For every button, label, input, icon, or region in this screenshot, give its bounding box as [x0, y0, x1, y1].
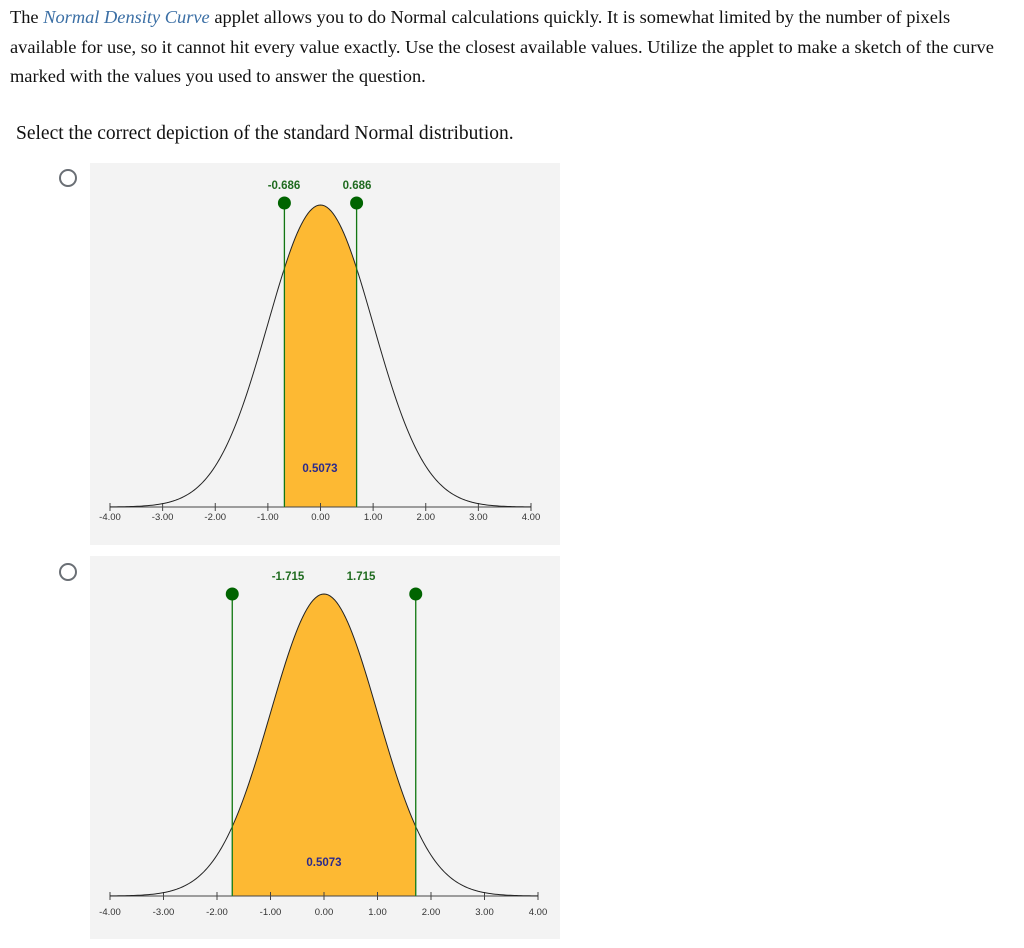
x-tick-label: -4.00: [99, 907, 121, 918]
question-text: Select the correct depiction of the standard Normal distribution.: [16, 123, 514, 144]
left-marker-handle[interactable]: [278, 197, 291, 210]
shaded-area-label: 0.5073: [306, 857, 342, 869]
x-tick-label: 4.00: [521, 512, 541, 523]
option-2-chart-svg: [90, 556, 560, 939]
x-tick-label: 3.00: [469, 512, 488, 523]
left-value-label: -1.715: [271, 571, 305, 583]
x-tick-label: 0.00: [314, 907, 334, 918]
x-tick-label: 4.00: [528, 907, 548, 918]
x-tick-label: -4.00: [99, 512, 121, 523]
x-tick-label: 1.00: [363, 512, 383, 523]
intro-paragraph: [10, 3, 1018, 92]
shaded-area: [284, 205, 356, 507]
x-tick-label: -3.00: [152, 907, 175, 918]
left-marker-handle[interactable]: [226, 588, 239, 601]
normal-density-curve-link[interactable]: Normal Density Curve: [43, 7, 210, 27]
option-2-radio[interactable]: [59, 563, 77, 581]
x-tick-label: 3.00: [475, 907, 494, 918]
shaded-area-label: 0.5073: [302, 463, 338, 475]
left-value-label: -0.686: [267, 180, 301, 192]
intro-text-start: The: [10, 7, 44, 27]
x-tick-label: 2.00: [416, 512, 435, 523]
x-tick-label: -1.00: [259, 907, 282, 918]
option-1-radio[interactable]: [59, 169, 77, 187]
x-tick-label: 2.00: [421, 907, 441, 918]
x-tick-label: -1.00: [257, 512, 279, 523]
x-tick-label: -2.00: [204, 512, 227, 523]
x-tick-label: -3.00: [151, 512, 174, 523]
x-tick-label: 1.00: [368, 907, 387, 918]
x-tick-label: 0.00: [311, 512, 330, 523]
option-1-chart-svg: [90, 163, 560, 545]
shaded-area: [232, 594, 416, 896]
right-value-label: 1.715: [346, 571, 376, 583]
right-value-label: 0.686: [342, 180, 372, 192]
option-1-normal-curve-chart: [90, 163, 560, 545]
x-tick-label: -2.00: [206, 907, 228, 918]
intro-text-rest: applet allows you to do Normal calculations quickly. It is somewhat limited by the number of pixels available for use, so it cannot hit every value exactly. Use the closest available values. Utilize the applet to make a sketch of the curve marked with the values you used to answer the question.: [10, 7, 994, 86]
right-marker-handle[interactable]: [409, 588, 422, 601]
option-2-normal-curve-chart: [90, 556, 560, 939]
right-marker-handle[interactable]: [350, 197, 363, 210]
